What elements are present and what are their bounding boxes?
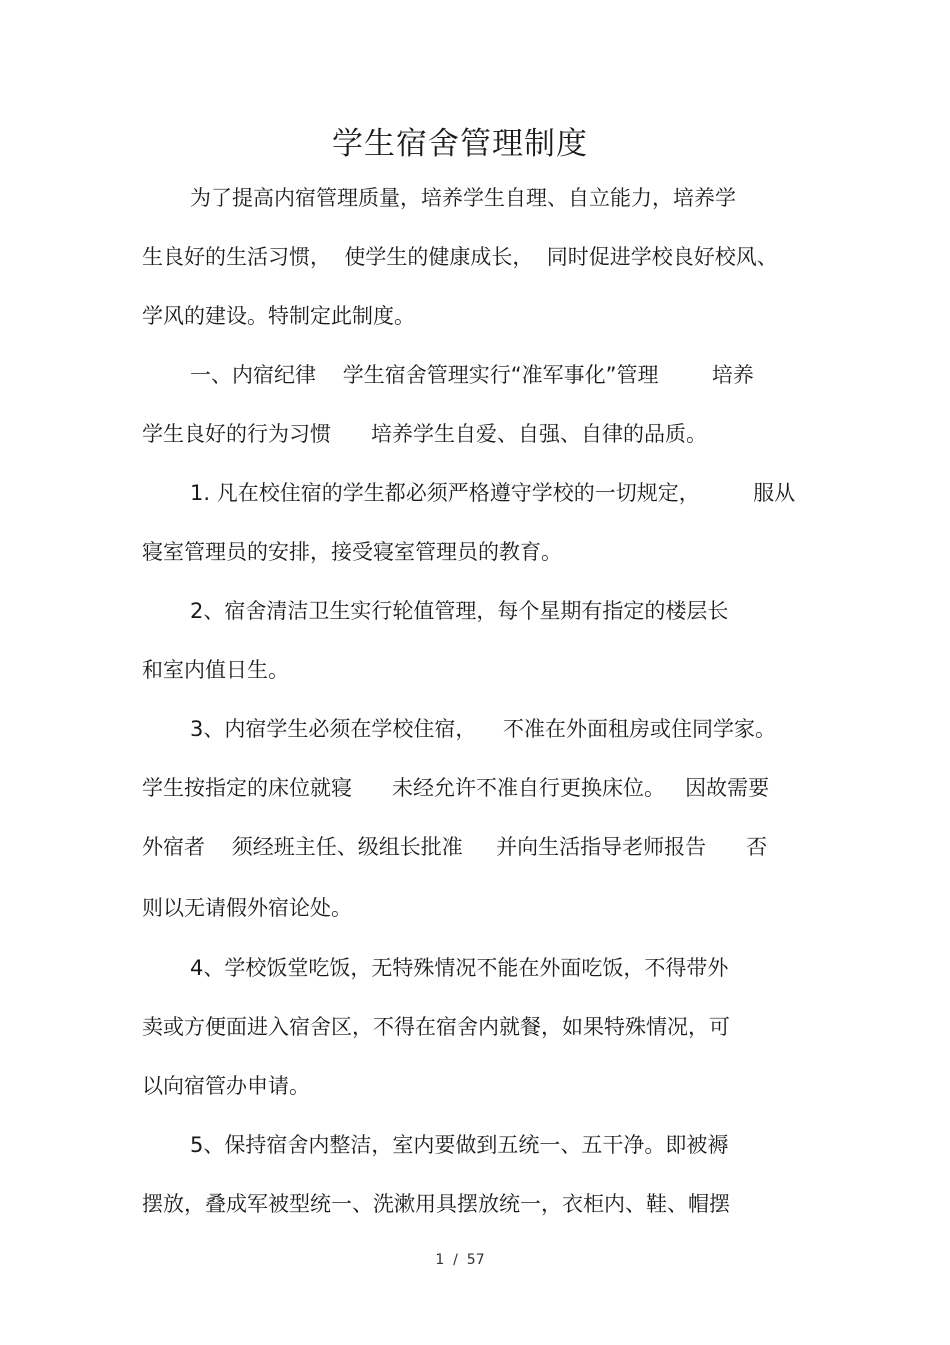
paragraph-line: 生良好的生活习惯， 使学生的健康成长， 同时促进学校良好校风、 (142, 245, 778, 269)
paragraph-line: 学生良好的行为习惯 培养学生自爱、自强、自律的品质。 (142, 422, 708, 446)
paragraph-line: 为了提高内宿管理质量，培养学生自理、自立能力，培养学 (190, 186, 736, 210)
paragraph-line: 摆放，叠成军被型统一、洗漱用具摆放统一，衣柜内、鞋、帽摆 (142, 1192, 730, 1216)
paragraph-line: 4、学校饭堂吃饭，无特殊情况不能在外面吃饭，不得带外 (190, 956, 729, 980)
paragraph-line: 5、保持宿舍内整洁，室内要做到五统一、五干净。即被褥 (190, 1133, 729, 1157)
paragraph-line: 寝室管理员的安排，接受寝室管理员的教育。 (142, 540, 562, 564)
paragraph-line: 卖或方便面进入宿舍区，不得在宿舍内就餐，如果特殊情况，可 (142, 1015, 730, 1039)
paragraph-line: 则以无请假外宿论处。 (142, 896, 352, 920)
paragraph-line: 以向宿管办申请。 (142, 1074, 310, 1098)
page-indicator: 1 / 57 (435, 1252, 485, 1268)
paragraph-line: 学风的建设。特制定此制度。 (142, 304, 415, 328)
paragraph-line: 学生按指定的床位就寝 未经允许不准自行更换床位。 因故需要 (142, 776, 770, 800)
paragraph-line: 1. 凡在校住宿的学生都必须严格遵守学校的一切规定， 服从 (190, 481, 796, 505)
paragraph-line: 和室内值日生。 (142, 658, 289, 682)
paragraph-line: 2、宿舍清洁卫生实行轮值管理，每个星期有指定的楼层长 (190, 599, 729, 623)
document-title: 学生宿舍管理制度 (332, 126, 588, 162)
paragraph-line: 外宿者 须经班主任、级组长批准 并向生活指导老师报告 否 (142, 835, 768, 859)
paragraph-line: 3、内宿学生必须在学校住宿， 不准在外面租房或住同学家。 (190, 717, 777, 741)
paragraph-line: 一、内宿纪律 学生宿舍管理实行“准军事化”管理 培养 (190, 363, 754, 387)
